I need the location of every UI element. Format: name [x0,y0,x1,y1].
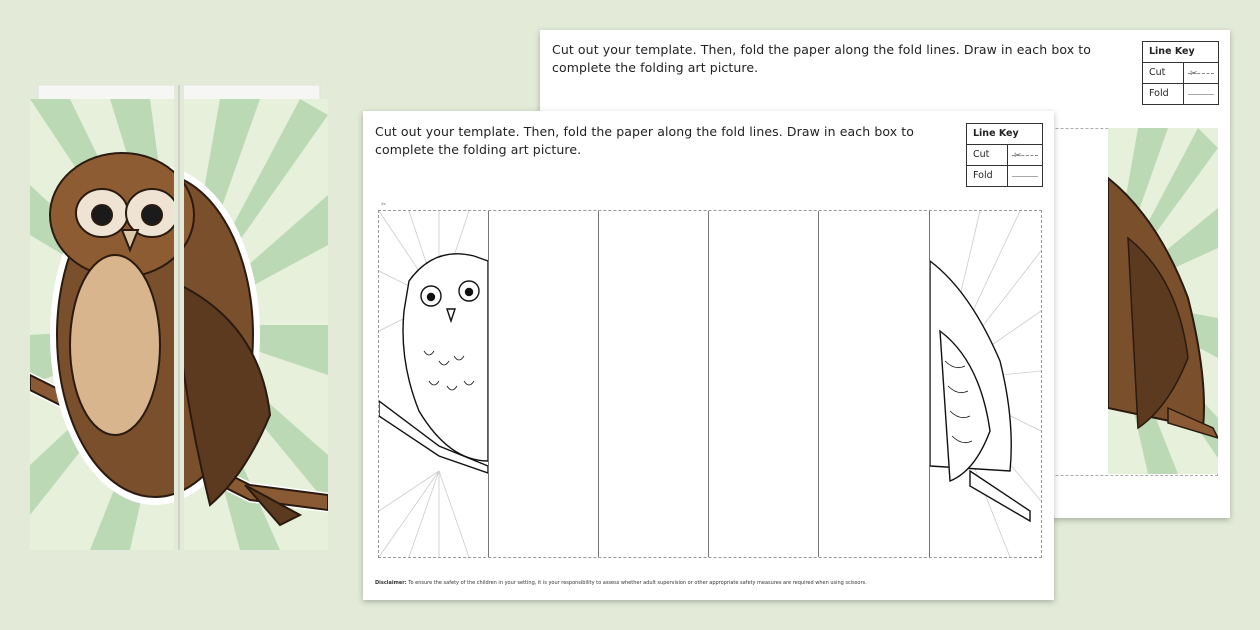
template-panel-owl-head [379,211,489,557]
instructions-text: Cut out your template. Then, fold the paper along the fold lines. Draw in each box to complete the folding art picture. [552,42,1092,75]
line-key-title: Line Key [1143,42,1218,63]
owl-outline-illustration [379,211,488,557]
disclaimer [375,580,1035,586]
owl-folded-illustration [30,85,328,550]
scissors-icon: ✂ [1190,69,1198,79]
line-key-row-cut [967,145,1042,166]
line-key [1142,41,1219,105]
line-key-label: Cut [967,145,1008,165]
template-panel-blank [489,211,599,557]
instructions-text: Cut out your template. Then, fold the paper along the fold lines. Draw in each box to complete the folding art picture. [375,124,915,157]
template-panel-owl-tail [930,211,1041,557]
fold-line-sample [1184,84,1218,104]
template-panel-blank [709,211,819,557]
disclaimer-text: To ensure the safety of the children in your setting, it is your responsibility to assess whether adult supervision or other appropriate safety measures are required when using scissors. [408,580,867,586]
line-key-title: Line Key [967,124,1042,145]
folded-art-preview [30,85,328,550]
owl-tail-outline-illustration [930,211,1041,557]
scissors-icon: ✂ [1014,151,1022,161]
line-key-row-cut [1143,63,1218,84]
line-key [966,123,1043,187]
disclaimer-label: Disclaimer: [375,580,407,586]
cut-line-sample [1184,63,1218,83]
scissors-icon: ✂ [381,201,387,208]
worksheet-front [363,111,1054,600]
line-key-label: Fold [967,166,1008,186]
line-key-row-fold [967,166,1042,186]
fold-line-sample [1008,166,1042,186]
folding-template [378,210,1042,558]
line-key-label: Cut [1143,63,1184,83]
template-panel-blank [819,211,930,557]
owl-color-panel [1108,128,1218,474]
template-panel-blank [599,211,709,557]
line-key-row-fold [1143,84,1218,104]
line-key-label: Fold [1143,84,1184,104]
owl-color-illustration [1108,128,1218,474]
cut-line-sample [1008,145,1042,165]
